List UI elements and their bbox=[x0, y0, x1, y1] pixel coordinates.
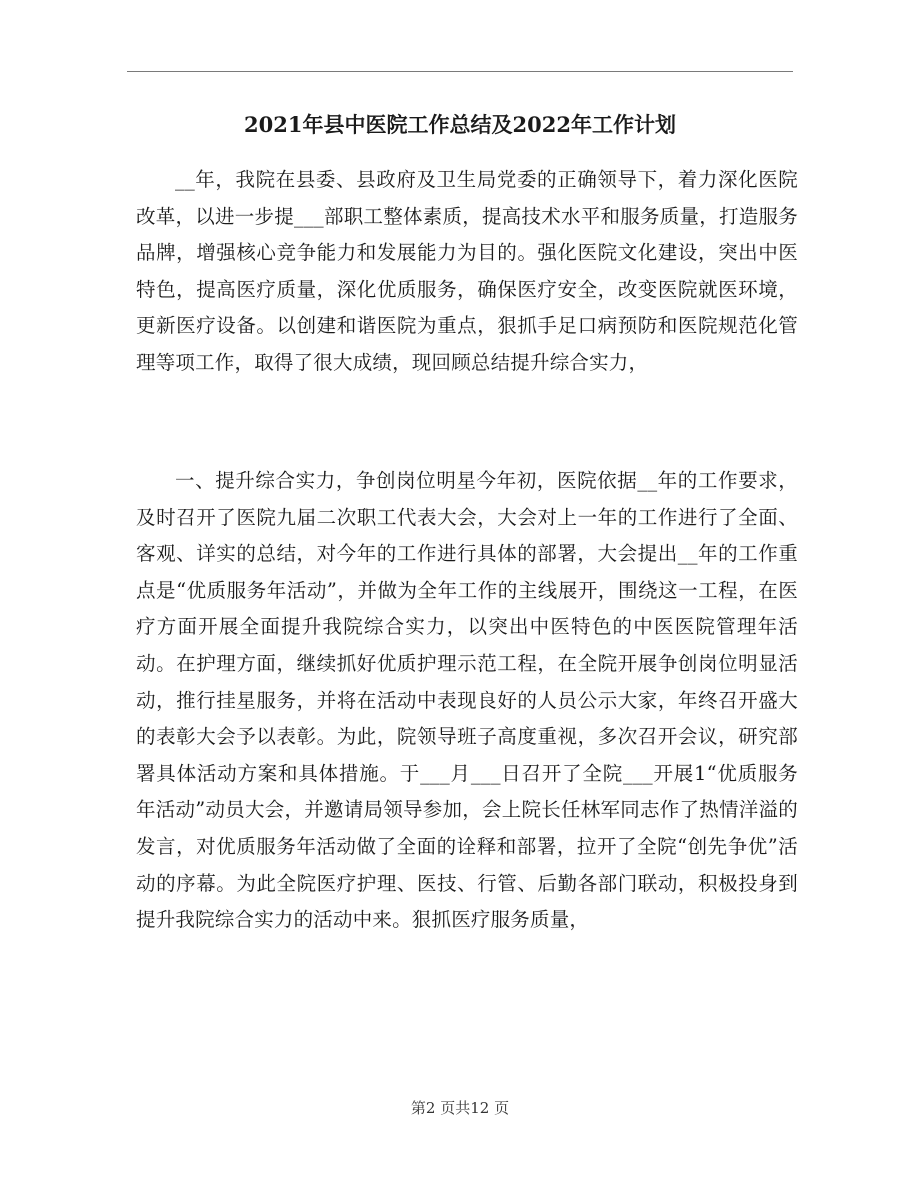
header-divider bbox=[127, 71, 793, 72]
body-paragraph-2 bbox=[136, 463, 798, 939]
paragraph-text: 一、提升综合实力，争创岗位明星今年初，医院依据__年的工作要求，及时召开了医院九届二次职工代表大会，大会对上一年的工作进行了全面、客观、详实的总结，对今年的工作进行具体的部署，大会提出__年的工作重点是“优质服务年活动”，并做为全年工作的主线展开，围绕这一工程，在医疗方面开展全面提升我院综合实力，以突出中医特色的中医医院管理年活动。在护理方面，继续抓好优质护理示范工程，在全院开展争创岗位明显活动，推行挂星服务，并将在活动中表现良好的人员公示大家，年终召开盛大的表彰大会予以表彰。为此，院领导班子高度重视，多次召开会议，研究部署具体活动方案和具体措施。于___月___日召开了全院___开展1“优质服务年活动”动员大会，并邀请局领导参加，会上院长任林军同志作了热情洋溢的发言，对优质服务年活动做了全面的诠释和部署，拉开了全院“创先争优”活动的序幕。为此全院医疗护理、医技、行管、后勤各部门联动，积极投身到提升我院综合实力的活动中来。狠抓医疗服务质量， bbox=[136, 469, 798, 932]
page-number-footer: 第2 页共12 页 bbox=[410, 1099, 510, 1117]
body-paragraph-1 bbox=[136, 162, 798, 382]
paragraph-text: __年，我院在县委、县政府及卫生局党委的正确领导下，着力深化医院改革，以进一步提___部职工整体素质，提高技术水平和服务质量，打造服务品牌，增强核心竞争能力和发展能力为目的。强化医院文化建设，突出中医特色，提高医疗质量，深化优质服务，确保医疗安全，改变医院就医环境，更新医疗设备。以创建和谐医院为重点，狠抓手足口病预防和医院规范化管理等项工作，取得了很大成绩，现回顾总结提升综合实力， bbox=[136, 168, 798, 374]
document-title: 2021年县中医院工作总结及2022年工作计划 bbox=[244, 112, 676, 137]
